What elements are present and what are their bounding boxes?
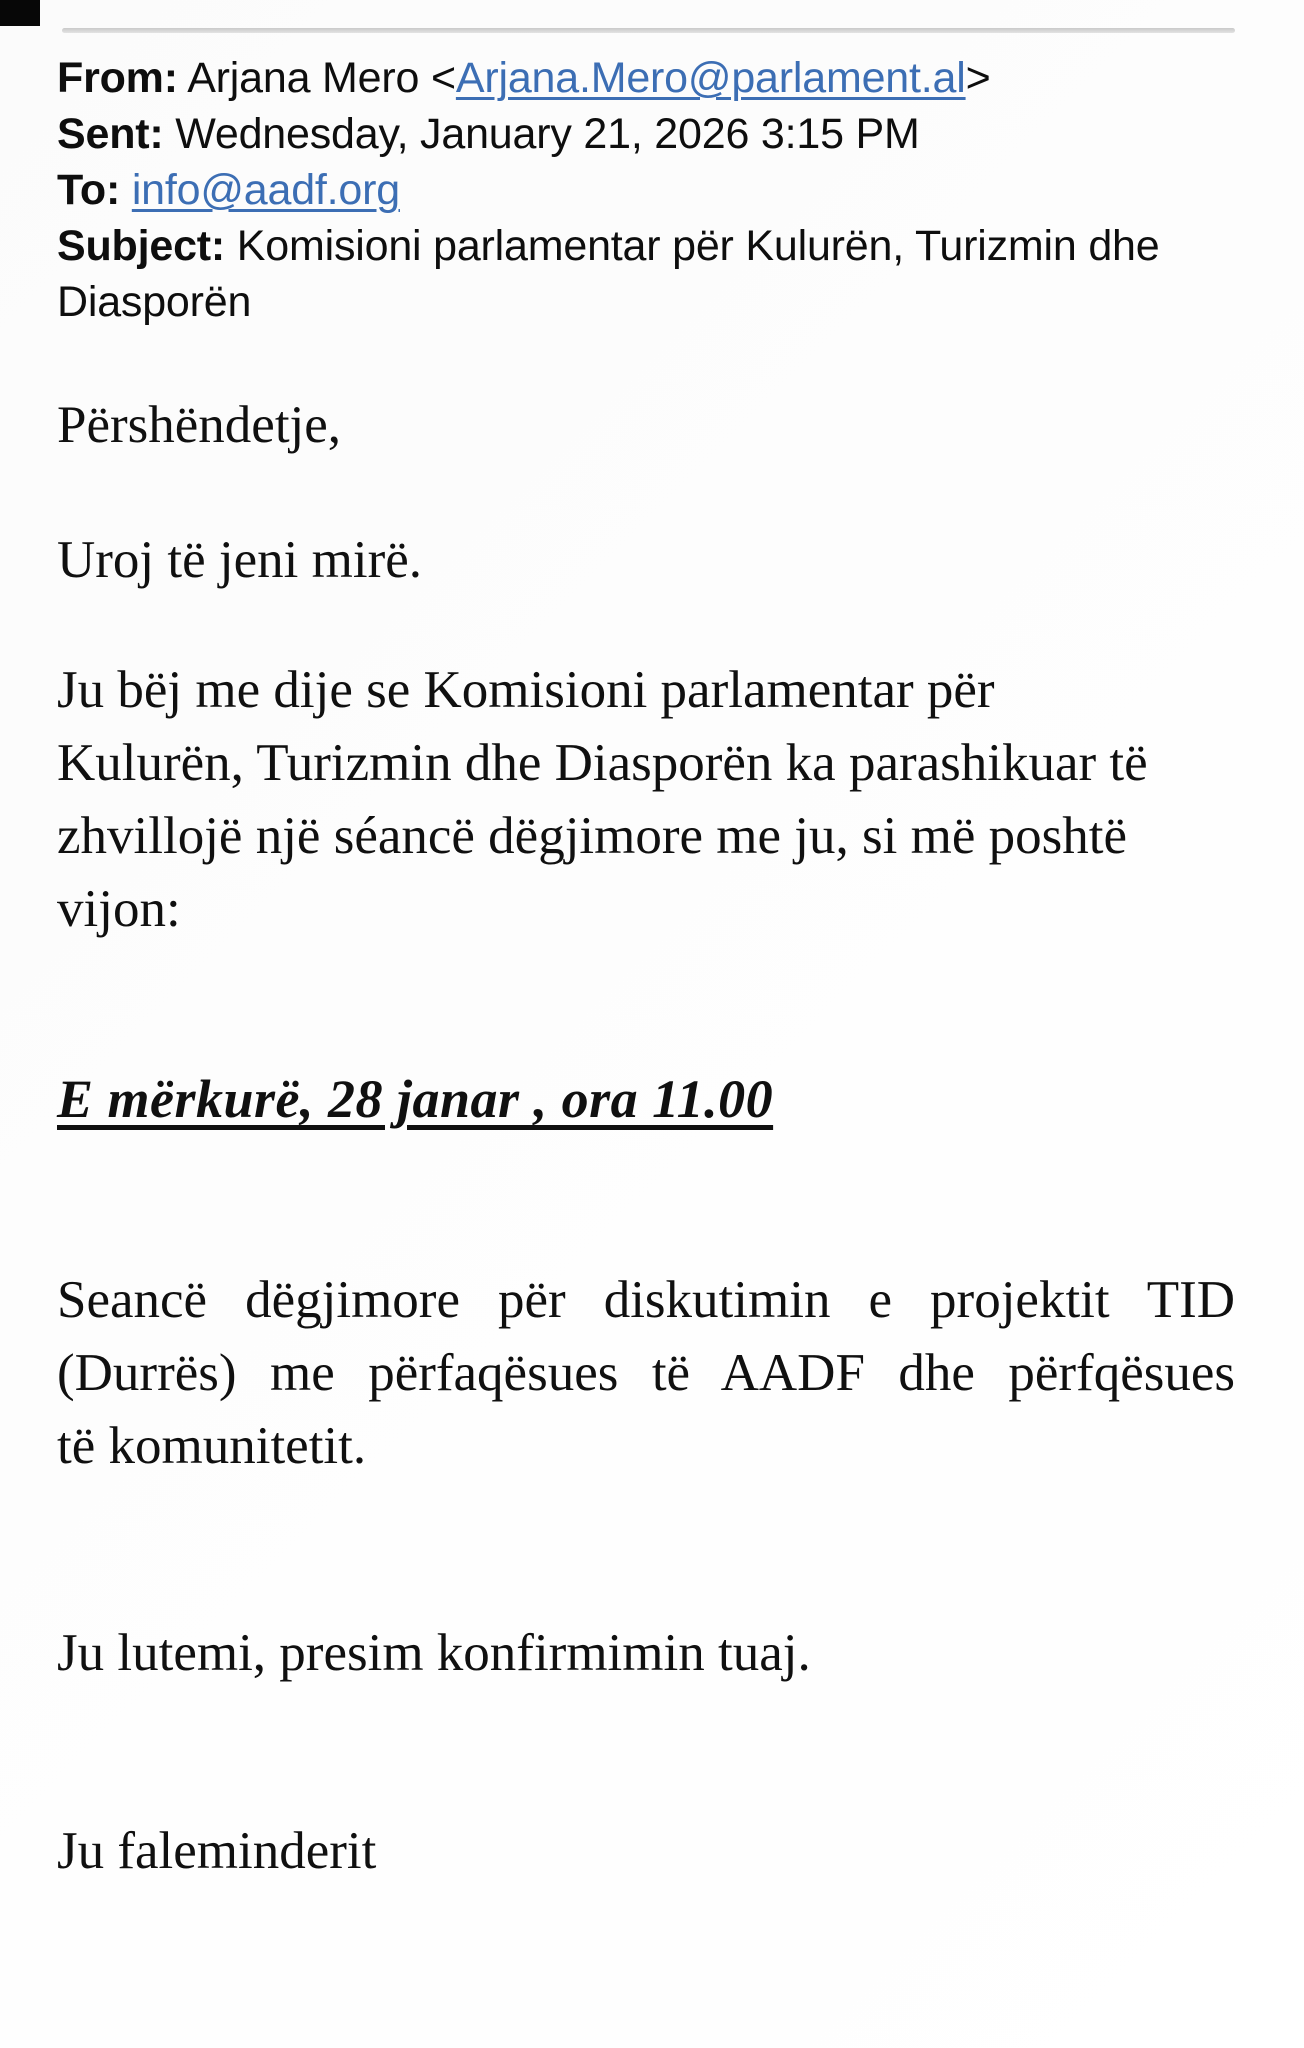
hearing-description-paragraph [57, 1264, 1235, 1483]
sent-field [57, 106, 1242, 162]
announcement-line: zhvillojë një séancë dëgjimore me ju, si më poshtë [57, 807, 1127, 865]
announcement-line: vijon: [57, 880, 181, 938]
hearing-line: (Durrës) me përfaqësues të AADF dhe përfqësues [57, 1344, 1235, 1402]
thanks-paragraph [57, 1815, 1235, 1888]
announcement-line: Ju bëj me dije se Komisioni parlamentar për [57, 661, 995, 719]
subject-field-wrap [57, 274, 1242, 330]
to-label: To: [57, 166, 121, 214]
corner-artifact [0, 0, 40, 26]
confirmation-request-paragraph [57, 1617, 1235, 1690]
hearing-line: Seancë dëgjimore për diskutimin e projektit TID [57, 1271, 1235, 1329]
greeting-text: Përshëndetje, [57, 396, 342, 454]
subject-label: Subject: [57, 222, 226, 270]
from-label: From: [57, 54, 178, 102]
sent-value: Wednesday, January 21, 2026 3:15 PM [163, 110, 920, 158]
hearing-line: të komunitetit. [57, 1417, 367, 1475]
to-field [57, 162, 1242, 218]
sent-label: Sent: [57, 110, 164, 158]
subject-value-line1: Komisioni parlamentar për Kulurën, Turizmin dhe [225, 222, 1160, 270]
announcement-line: Kulurën, Turizmin dhe Diasporën ka parashikuar të [57, 734, 1148, 792]
greeting-paragraph [57, 389, 1235, 462]
wellwish-paragraph [57, 524, 1235, 597]
sender-name: Arjana Mero < [177, 54, 456, 102]
subject-value-line2: Diasporën [57, 278, 252, 326]
meeting-datetime-heading [57, 1063, 1235, 1136]
email-header [57, 50, 1242, 330]
announcement-paragraph [57, 654, 1235, 946]
confirmation-text: Ju lutemi, presim konfirmimin tuaj. [57, 1624, 811, 1682]
from-field [57, 50, 1242, 106]
from-close-bracket: > [965, 54, 991, 102]
thanks-text: Ju faleminderit [57, 1822, 377, 1880]
recipient-email-link[interactable]: info@aadf.org [131, 166, 400, 214]
sender-email-link[interactable]: Arjana.Mero@parlament.al [455, 54, 966, 102]
header-separator-line [62, 28, 1235, 33]
wellwish-text: Uroj të jeni mirë. [57, 531, 422, 589]
subject-field [57, 218, 1242, 274]
meeting-datetime-text: E mërkurë, 28 janar , ora 11.00 [57, 1069, 774, 1129]
